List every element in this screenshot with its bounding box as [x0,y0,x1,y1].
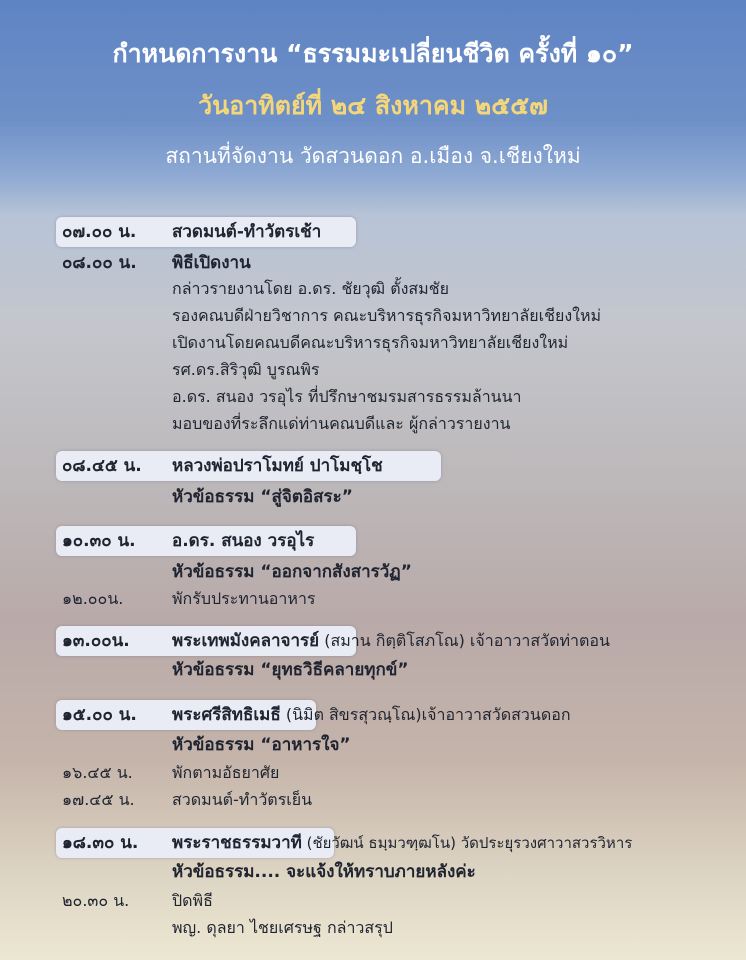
schedule-title-extra: (นิมิต สิขรสุวณฺโณ)เจ้าอาวาสวัดสวนดอก [280,705,571,724]
page-title: กำหนดการงาน “ธรรมมะเปลี่ยนชีวิต ครั้งที่ ๑๐” [112,39,634,68]
dharma-topic: หัวข้อธรรม “ยุทธวิธีคลายทุกข์” [172,660,409,680]
dharma-topic: หัวข้อธรรม.... จะแจ้งให้ทราบภายหลังค่ะ [172,862,476,882]
event-date: วันอาทิตย์ที่ ๒๔ สิงหาคม ๒๕๕๗ [198,91,548,120]
schedule-title-extra: (สมาน กิตฺติโสภโณ) เจ้าอาวาสวัดท่าตอน [319,631,610,650]
schedule-time: ๐๘.๔๕ น. [62,456,142,476]
dharma-topic: หัวข้อธรรม “อาหารใจ” [172,735,351,755]
schedule-time: ๑๒.๐๐น. [62,589,124,608]
schedule-title: พระศรีสิทธิเมธี [172,705,281,725]
schedule-title: สวดมนต์-ทำวัตรเช้า [172,222,322,242]
detail-text: พญ. ดุลยา ไชยเศรษฐ กล่าวสรุป [172,918,393,937]
schedule-title: สวดมนต์-ทำวัตรเย็น [172,790,313,809]
dharma-topic: หัวข้อธรรม “สู่จิตอิสระ” [172,487,353,507]
schedule-title: อ.ดร. สนอง วรอุไร [172,531,315,551]
schedule-title: พระเทพมังคลาจารย์ [172,631,320,651]
schedule-title-group [172,627,610,655]
schedule-time: ๒๐.๓๐ น. [62,891,130,910]
schedule-title-extra: (ชัยวัฒน์ ธมฺมวฑฺฒโน) วัดประยุรวงศาวาสวรวิหาร [301,834,633,852]
schedule-title-group [172,701,571,729]
schedule-time: ๑๓.๐๐น. [62,631,130,651]
schedule-title-group [172,829,632,857]
detail-text: อ.ดร. สนอง วรอุไร ที่ปรึกษาชมรมสารธรรมล้านนา [172,387,522,406]
schedule-time: ๐๘.๐๐ น. [62,253,137,273]
dharma-topic: หัวข้อธรรม “ออกจากสังสารวัฏ” [172,562,412,582]
schedule-time: ๑๗.๔๕ น. [62,790,135,809]
schedule-time: ๑๕.๐๐ น. [62,705,137,725]
schedule-title: ปิดพิธี [172,891,213,910]
schedule-time: ๐๗.๐๐ น. [62,222,137,242]
detail-text: เปิดงานโดยคณบดีคณะบริหารธุรกิจมหาวิทยาลัยเชียงใหม่ [172,333,569,352]
schedule-title: พักรับประทานอาหาร [172,589,316,608]
detail-text: รองคณบดีฝ่ายวิชาการ คณะบริหารธุรกิจมหาวิทยาลัยเชียงใหม่ [172,306,602,325]
schedule-title: พิธีเปิดงาน [172,253,251,273]
schedule-title: พักตามอัธยาศัย [172,763,280,782]
schedule-title: พระราชธรรมวาที [172,833,302,853]
detail-text: มอบของที่ระลึกแด่ท่านคณบดีและ ผู้กล่าวรายงาน [172,414,511,433]
schedule-time: ๑๘.๓๐ น. [62,833,139,853]
schedule-time: ๑๐.๓๐ น. [62,531,136,551]
detail-text: รศ.ดร.สิริวุฒิ บูรณพิร [172,360,320,379]
schedule-time: ๑๖.๔๕ น. [62,763,133,782]
schedule-title: หลวงพ่อปราโมทย์ ปาโมชฺโช [172,456,383,476]
detail-text: กล่าวรายงานโดย อ.ดร. ชัยวุฒิ ตั้งสมชัย [172,279,449,298]
event-venue: สถานที่จัดงาน วัดสวนดอก อ.เมือง จ.เชียงใหม่ [165,144,581,168]
